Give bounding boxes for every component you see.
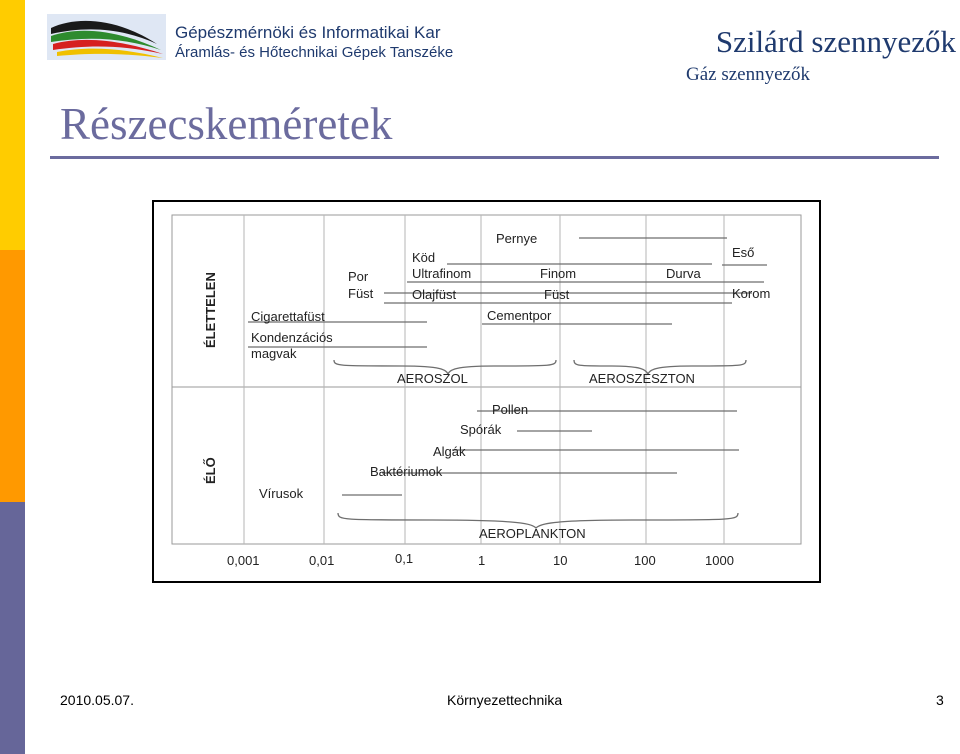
label-cigarettafust: Cigarettafüst [251, 309, 325, 324]
axis-tick-label: 0,1 [395, 551, 414, 566]
label-magvak: magvak [251, 346, 297, 361]
label-cementpor: Cementpor [487, 308, 552, 323]
department-logo [47, 14, 166, 60]
label-ultrafinom: Ultrafinom [412, 266, 472, 281]
label-pollen: Pollen [492, 402, 529, 417]
label-korom: Korom [732, 286, 771, 301]
axis-tick-label: 0,01 [309, 553, 335, 568]
label-eso: Eső [732, 245, 755, 260]
axis-tick-label: 10 [553, 553, 568, 568]
accent-bar-orange [0, 250, 25, 502]
label-aeroszeszton: AEROSZESZTON [589, 371, 695, 386]
footer-date: 2010.05.07. [60, 692, 134, 708]
label-aeroszol: AEROSZOL [397, 371, 468, 386]
nav-topic-title[interactable]: Szilárd szennyezők [715, 24, 956, 59]
label-kondenzacios: Kondenzációs [251, 330, 333, 345]
axis-tick-label: 100 [634, 553, 656, 568]
footer-page-number: 3 [936, 692, 944, 708]
label-sporak: Spórák [460, 422, 502, 437]
label-kod: Köd [412, 250, 436, 265]
category-nonliving: ÉLETTELEN [203, 272, 218, 348]
label-aeroplankton: AEROPLANKTON [479, 526, 586, 541]
category-living: ÉLŐ [203, 457, 218, 484]
accent-bar-yellow [0, 0, 25, 250]
label-finom: Finom [540, 266, 577, 281]
label-virusok: Vírusok [259, 486, 304, 501]
label-por: Por [348, 269, 369, 284]
label-algak: Algák [433, 444, 466, 459]
axis-tick-label: 1 [478, 553, 486, 568]
title-rule [50, 156, 939, 159]
label-pernye: Pernye [496, 231, 538, 246]
slide-title: Részecskeméretek [60, 99, 393, 149]
institute-department: Áramlás- és Hőtechnikai Gépek Tanszéke [175, 44, 454, 61]
label-fust-2: Füst [544, 287, 570, 302]
axis-tick-label: 0,001 [227, 553, 260, 568]
label-fust-1: Füst [348, 286, 374, 301]
label-bakteriumok: Baktériumok [370, 464, 443, 479]
particle-size-figure [152, 200, 822, 584]
footer-topic: Környezettechnika [447, 692, 563, 708]
label-durva: Durva [666, 266, 701, 281]
institute-faculty: Gépészmérnöki és Informatikai Kar [175, 23, 441, 42]
nav-topic-sub[interactable]: Gáz szennyezők [686, 64, 810, 85]
label-olajfust: Olajfüst [412, 287, 457, 302]
axis-tick-label: 1000 [705, 553, 734, 568]
accent-bar-purple [0, 502, 25, 754]
